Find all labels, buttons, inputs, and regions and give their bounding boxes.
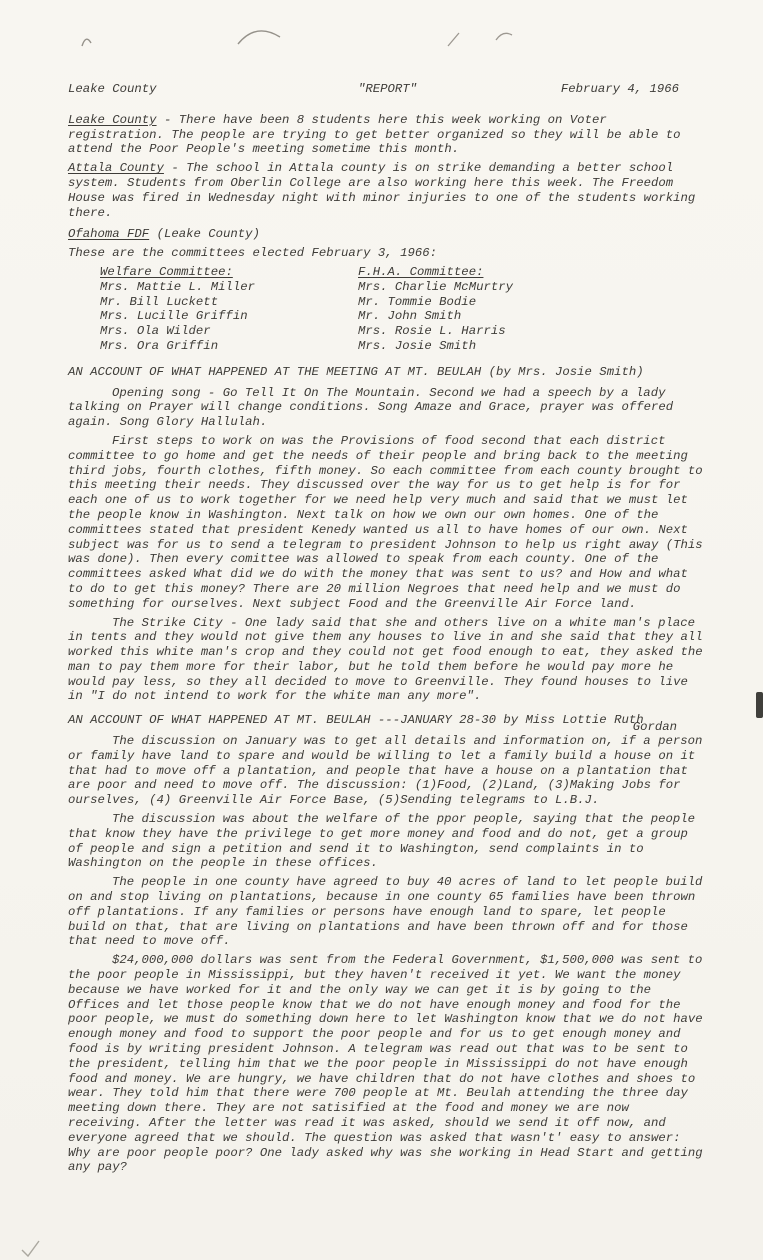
header-date: February 4, 1966 <box>560 82 679 96</box>
fha-committee-column <box>358 265 513 354</box>
committee-member: Mr. Bill Luckett <box>100 294 219 309</box>
header-county: Leake County <box>68 82 157 96</box>
account2-heading-overflow: Gordan <box>632 720 677 735</box>
account1-paragraph-opening-song: Opening song - Go Tell It On The Mountain. Second we had a speech by a lady talking on Prayer will change conditions. Song Amaze and Grace, prayer was offered again. Song Glory Hallulah. <box>68 385 674 430</box>
leake-county-label: Leake County <box>68 112 157 127</box>
header-title: "REPORT" <box>357 82 418 96</box>
committee-member: Mrs. Ola Wilder <box>100 324 211 339</box>
account2-paragraph-discussion-january: The discussion on January was to get all details and information on, if a person or family have land to spare and would be willing to let a family build a house on it that had to move off a plantation, and people that have a house on a plantation that are poor and need to move off. The discussion: (1)Food, (2)Land, (3)Making Jobs for ourselves, (4) Greenville Air Force Base, (5)Sending telegrams to L.B.J. <box>68 734 703 808</box>
account2-paragraph-federal-money: $24,000,000 dollars was sent from the Federal Government, $1,500,000 was sent to the poor people in Mississippi, but they haven't received it yet. We want the money because we have worked for it and the only way we can get it is by going to the Offices and let those people know that we do not have enough money and food for the poor people, we must do something down here to let Washington know that we do not have enough money and food to support the poor people and for us to get enough money and food is by writing president Johnson. A telegram was read out that was to be sent to the president, telling him that we the poor people in Mississippi do not have enough food and money. We are hungry, we have children that do not have clothes and shoes to wear. They told him that there were 700 people at Mt. Beulah attending the three day meeting down there. They are not satisified at the food and money we are now receiving. After the letter was read it was asked, should we send it off now, and everyone agreed that we should. The question was asked that wasn't' easy to answer: Why are poor people poor? One lady asked why was she working in Head Start and getting any pay? <box>68 953 703 1175</box>
committee-member: Mrs. Josie Smith <box>358 338 477 353</box>
ofahoma-fdf-suffix: (Leake County) <box>149 227 260 242</box>
committee-member: Mr. Tommie Bodie <box>358 294 477 309</box>
ofahoma-fdf-label: Ofahoma FDF <box>68 227 150 242</box>
committee-member: Mrs. Lucille Griffin <box>100 309 248 324</box>
attala-county-text: - The school in Attala county is on strike demanding a better school system. Students from Oberlin College are also working here this week. The Freedom House was fired in Wednesday night with minor injuries to one of the students working there. <box>68 161 696 220</box>
account2-heading-text: AN ACCOUNT OF WHAT HAPPENED AT MT. BEULAH ---JANUARY 28-30 by Miss Lottie Ruth <box>68 713 644 728</box>
committee-member: Mrs. Mattie L. Miller <box>100 279 255 294</box>
leake-county-text: - There have been 8 students here this week working on Voter registration. The people are trying to get better organized so they will be able to attend the Poor People's meeting sometime this month. <box>68 112 681 157</box>
committee-member: Mrs. Ora Griffin <box>100 338 219 353</box>
paragraph-leake-county <box>68 113 707 157</box>
paragraph-attala-county <box>68 161 707 220</box>
committee-member: Mrs. Rosie L. Harris <box>358 324 506 339</box>
account1-heading: AN ACCOUNT OF WHAT HAPPENED AT THE MEETING AT MT. BEULAH (by Mrs. Josie Smith) <box>68 364 644 379</box>
account1-paragraph-first-steps: First steps to work on was the Provisions of food second that each district committee to go home and get the needs of their people and bring back to the meeting third jobs, fourth clothes, fifth money. So each committee from each county brought to this meeting their needs. They discussed over the way for us to get help is for for each one of us to work together for we need help very much and said that we must let the people know in Washington. Next talk on how we own our own homes. One of the committees stated that president Kenedy wanted us all to have homes of our own. Next subject was for us to send a telegram to president Johnson to help us right away (This was done). Then every comittee was allowed to speak from each county. One of the committees asked What did we do with the money that was sent to us? and How and what to do to get this money? There are 20 million Negroes that need help and we must do something for ourselves. Next subject Food and the Greenville Air Force land. <box>68 433 703 611</box>
heading-ofahoma-fdf <box>68 227 707 242</box>
document-content <box>68 82 707 1179</box>
committee-member: Mr. John Smith <box>358 309 462 324</box>
attala-county-label: Attala County <box>68 161 164 176</box>
committees-intro: These are the committees elected February 3, 1966: <box>68 246 437 261</box>
committee-member: Mrs. Charlie McMurtry <box>358 279 513 294</box>
account2-paragraph-forty-acres: The people in one county have agreed to buy 40 acres of land to let people build on and stop living on plantations, because in one county 65 families have been thrown off plantations. If any families or persons have enough land to spare, let people build on that, that are living on plantations and have been thrown off and for those that need to move off. <box>68 875 703 949</box>
welfare-committee-column <box>100 265 358 354</box>
fha-committee-title: F.H.A. Committee: <box>358 264 484 279</box>
account2-paragraph-welfare: The discussion was about the welfare of the ppor people, saying that the people that know they have the privilege to get more money and food and do not, get a group of people and sign a petition and send it to Washington, send complaints in to Washington on the people in these offices. <box>68 812 695 871</box>
account1-paragraph-strike-city: The Strike City - One lady said that she and others live on a white man's place in tents and they would not give them any houses to live in and she said that they all worked this white man's crop and they could not get food enough to eat, they asked the man to pay them more for their labor, but he told them before he would pay more he would pay less, so they all decided to move to Greenville. They found houses to live in "I do not intend to work for the white man any more". <box>68 615 703 704</box>
committee-columns <box>100 265 707 354</box>
document-header <box>68 82 707 97</box>
account2-heading <box>68 713 707 735</box>
welfare-committee-title: Welfare Committee: <box>100 264 233 279</box>
